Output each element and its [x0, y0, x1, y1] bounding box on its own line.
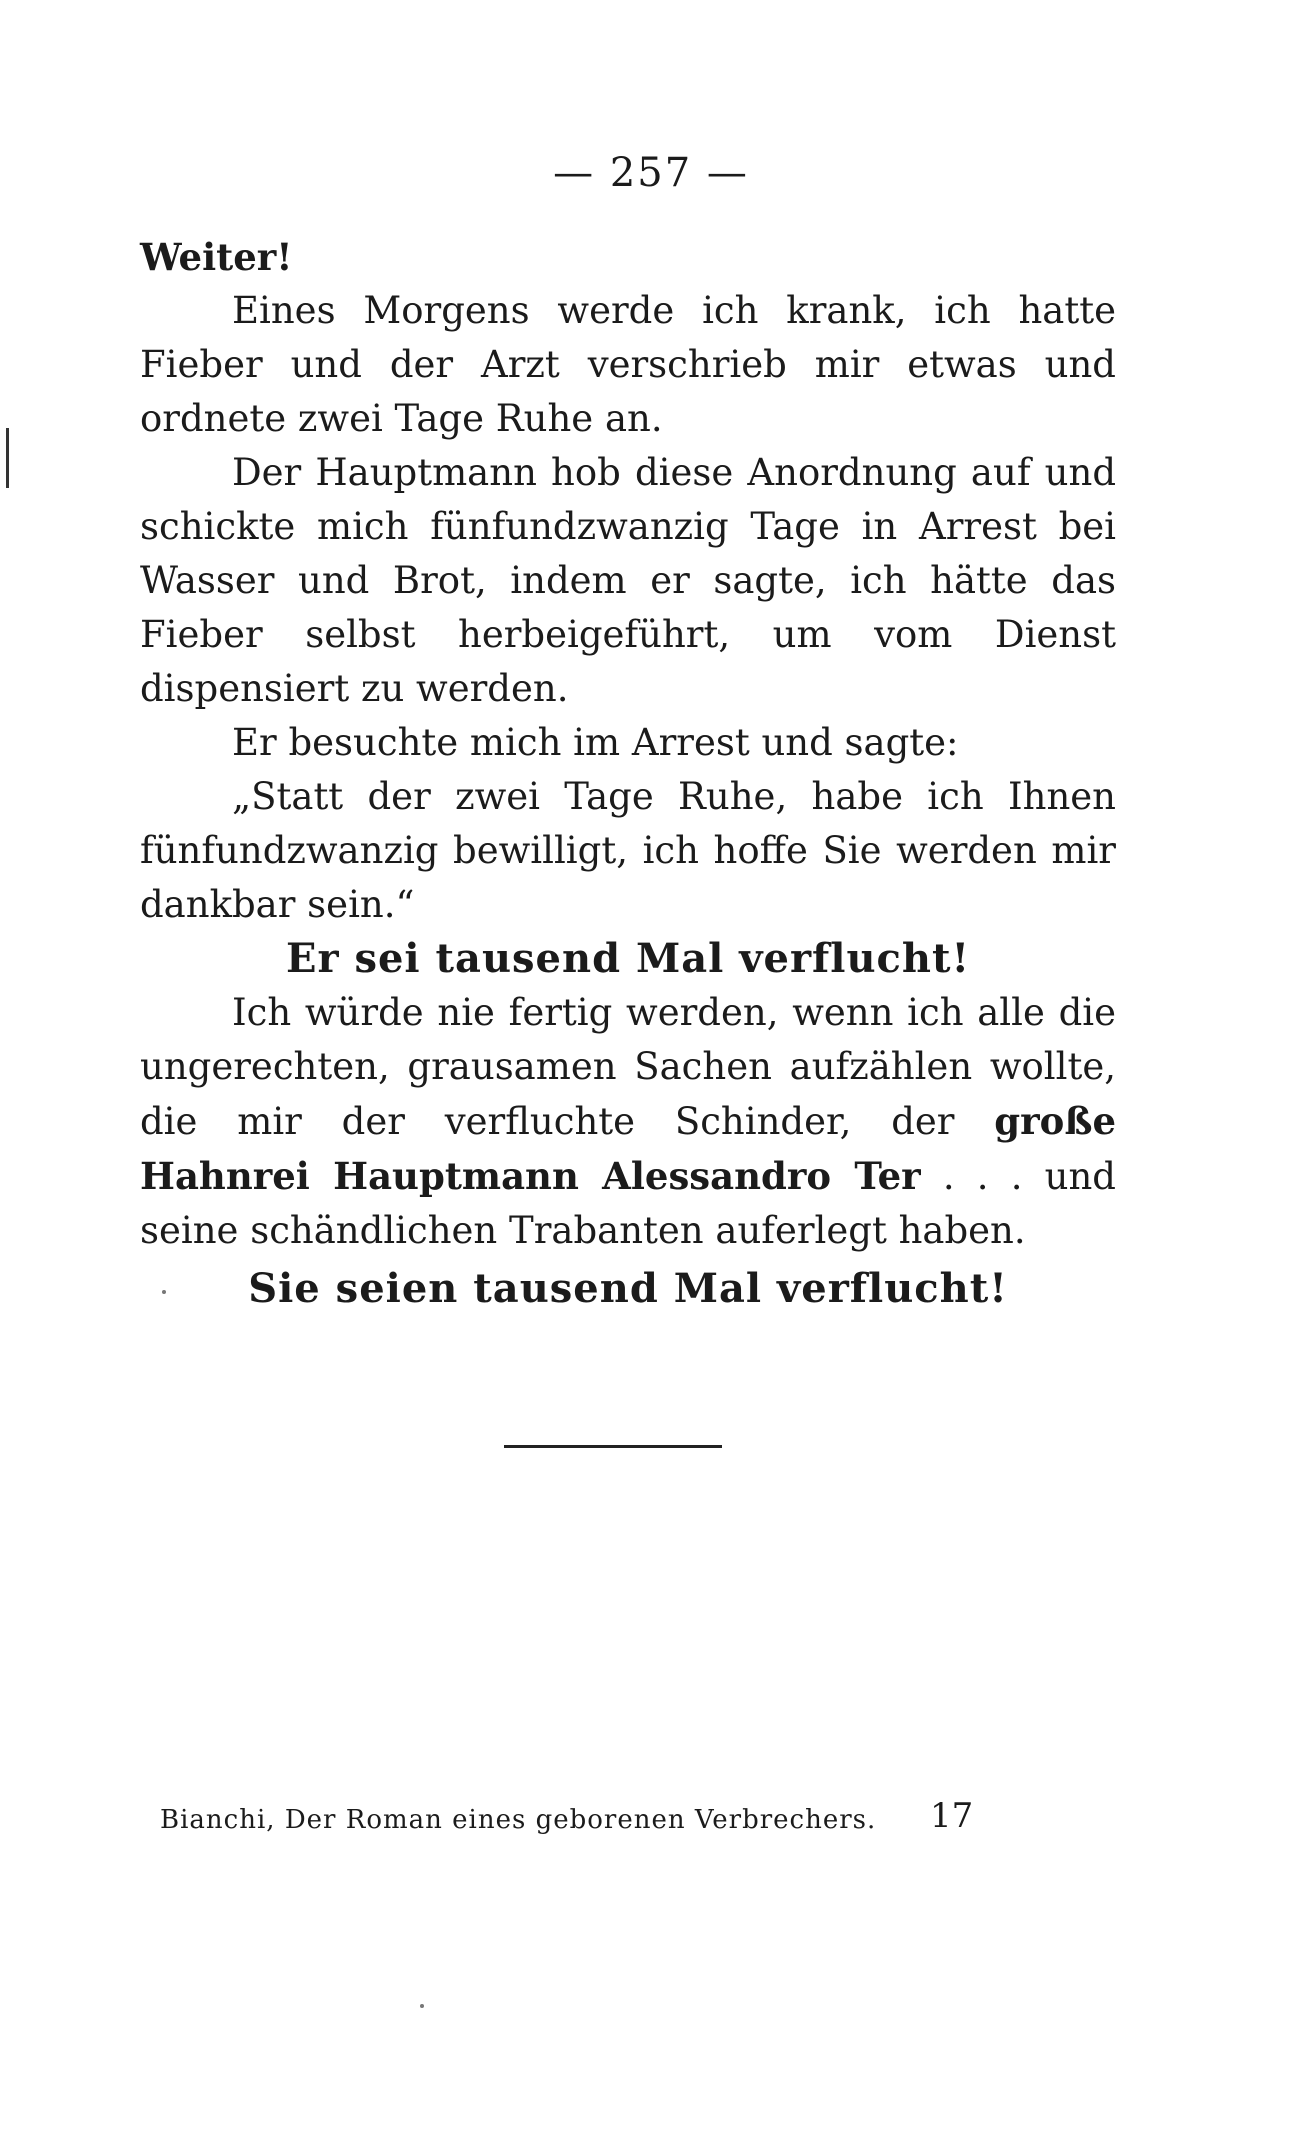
page-number: — 257 — — [553, 150, 749, 196]
paper-speck — [420, 2004, 424, 2008]
footer-signature: 17 — [930, 1796, 974, 1836]
section-divider — [504, 1445, 722, 1448]
curse-line-1: Er sei tausend Mal verflucht! — [285, 935, 971, 982]
paragraph-5: „Statt der zwei Tage Ruhe, habe ich Ihnen fünfundzwanzig bewilligt, ich hoffe Sie werden mir dankbar sein.“ — [140, 775, 1116, 926]
curse-line-2: Sie seien tausend Mal verflucht! — [248, 1265, 1008, 1312]
paragraph-3: Der Hauptmann hob diese Anordnung auf und schickte mich fünfundzwanzig Tage in Arrest bei Wasser und Brot, indem er sagte, ich hätte das Fieber selbst herbeigeführt, um vom Dienst dispensiert zu werden. — [140, 451, 1116, 710]
body-text — [140, 230, 1116, 1316]
paper-speck — [162, 1290, 166, 1294]
paragraph-6-start: Ich würde nie fertig werden, wenn ich alle die ungerechten, grausamen Sachen aufzählen wollte, die mir der verfluchte Schinder, der — [140, 991, 1116, 1143]
paragraph-4: Er besuchte mich im Arrest und sagte: — [232, 721, 959, 764]
paragraph-6-end: . . . und seine schändlichen Trabanten auferlegt haben. — [140, 1155, 1116, 1252]
paragraph-6 — [140, 986, 1116, 1258]
margin-mark — [6, 428, 9, 488]
footer-title: Bianchi, Der Roman eines geborenen Verbrechers. — [160, 1805, 877, 1835]
paragraph-6-bold: große Hahnrei Hauptmann Alessandro Ter — [140, 1099, 1116, 1198]
paragraph-1: Weiter! — [140, 235, 293, 279]
paragraph-2: Eines Morgens werde ich krank, ich hatte Fieber und der Arzt verschrieb mir etwas und ordnete zwei Tage Ruhe an. — [140, 289, 1116, 440]
